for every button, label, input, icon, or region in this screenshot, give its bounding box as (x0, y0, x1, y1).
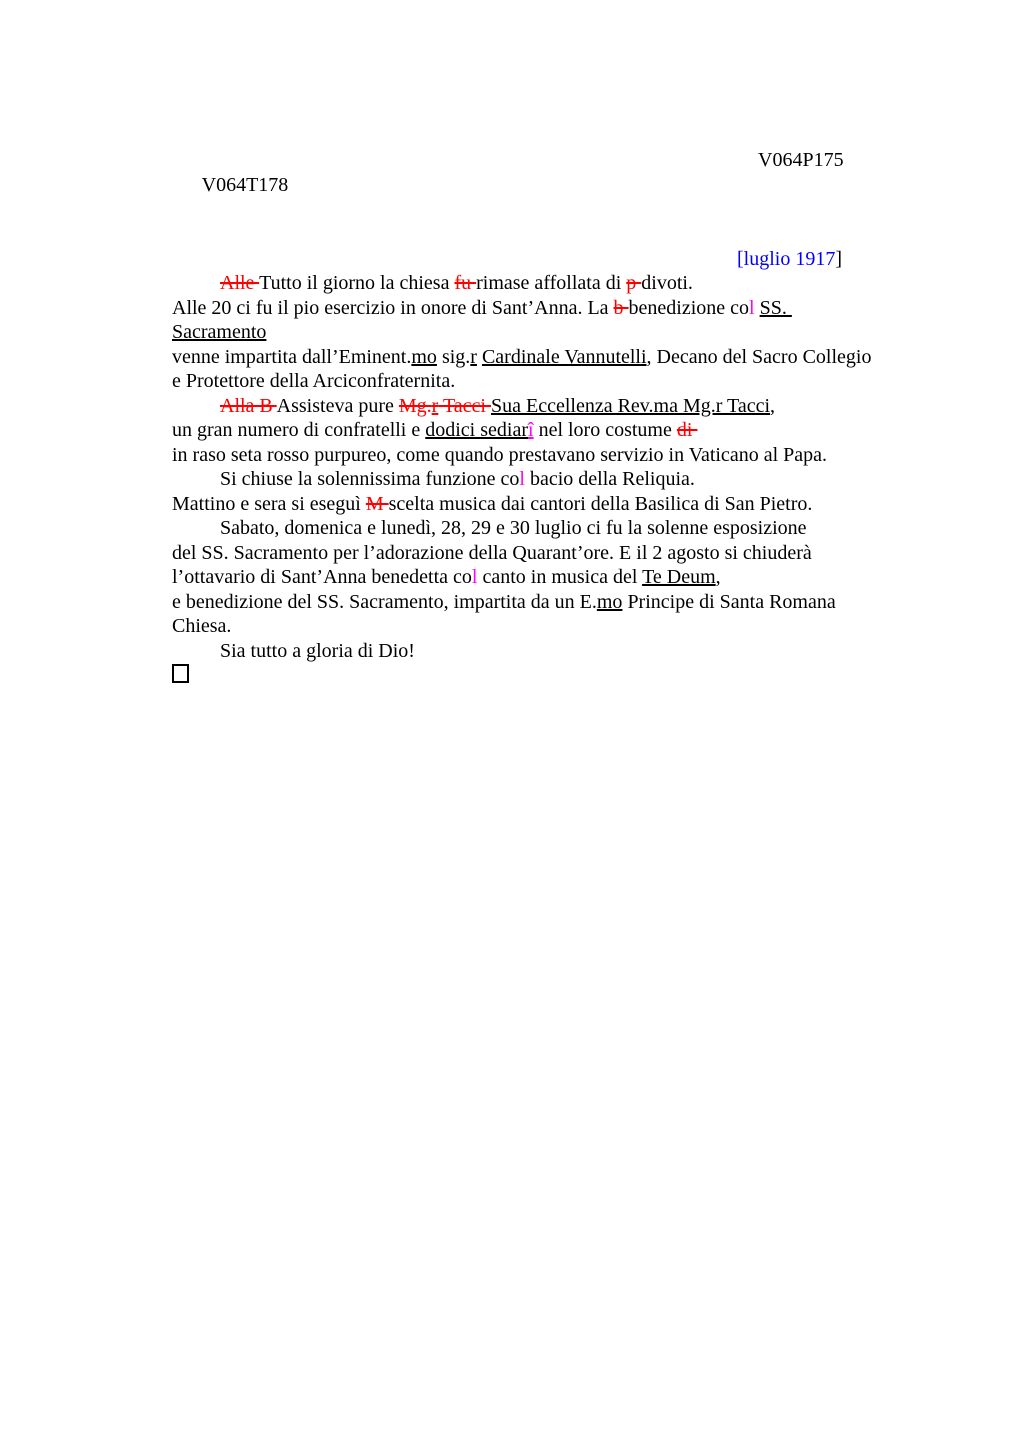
text-line (172, 345, 952, 370)
underlined-text: Sacramento (172, 321, 267, 343)
text-line (172, 541, 952, 566)
inserted-text: l (471, 566, 478, 588)
text-run: e benedizione del SS. Sacramento, impartita da un E. (172, 590, 597, 613)
text-run: venne impartita dall’Eminent. (172, 345, 412, 368)
text-run: benedizione co (628, 296, 750, 319)
text-line (172, 614, 952, 639)
text-run: un gran numero di confratelli e (172, 419, 426, 441)
underlined-text: mo (411, 345, 437, 368)
text-line (172, 590, 952, 615)
underlined-text: Cardinale Vannutelli (481, 345, 647, 368)
underlined-text: Te Deum (642, 566, 716, 588)
text-line (172, 394, 952, 419)
text-line (172, 639, 952, 664)
text-run: , (715, 566, 721, 588)
text-run: Tutto il giorno la chiesa (259, 272, 455, 294)
deleted-text: b (613, 296, 629, 319)
inserted-text: l (519, 468, 525, 490)
text-run: , Decano del Sacro Collegio (646, 345, 872, 368)
page-header (172, 148, 952, 196)
deleted-text: Alle (220, 272, 260, 294)
text-run: Alle 20 ci fu il pio esercizio in onore di Sant’Anna. La (172, 296, 614, 319)
text-line (172, 663, 952, 688)
text-run: sig. (436, 345, 471, 368)
underlined-text: r (470, 345, 477, 368)
empty-box-glyph (172, 664, 189, 683)
deleted-text: Alla B (220, 394, 277, 417)
text-run: divoti. (641, 272, 693, 294)
deleted-text: Tacci (438, 394, 491, 417)
inserted-text: l (749, 296, 755, 319)
text-line (172, 296, 952, 321)
underlined-text: dodici sediar (425, 419, 528, 441)
date-close-bracket: ] (835, 247, 843, 270)
text-line (172, 443, 952, 468)
text-run: in raso seta rosso purpureo, come quando prestavano servizio in Vaticano al Papa. (172, 443, 827, 466)
text-run: Sia tutto a gloria di Dio! (220, 639, 415, 662)
text-line (172, 467, 952, 492)
text-run: del SS. Sacramento per l’adorazione della Quarant’ore. E il 2 agosto si chiuderà (172, 541, 812, 564)
document-body (172, 271, 952, 688)
text-run: Si chiuse la solennissima funzione co (220, 468, 520, 490)
underlined-text: mo (596, 590, 623, 613)
text-run: Mattino e sera si eseguì (172, 492, 366, 515)
inserted-text: î (528, 419, 534, 441)
deleted-text: di (676, 419, 698, 441)
text-run: nel loro costume (533, 419, 677, 441)
text-run: canto in musica del (477, 566, 643, 588)
deleted-text: p (626, 272, 642, 294)
text-run: rimase affollata di (476, 272, 627, 294)
text-line (172, 369, 952, 394)
date-text: [luglio 1917 (737, 247, 836, 270)
text-run: Principe di Santa Romana (622, 590, 836, 613)
text-line (172, 418, 952, 443)
deleted-text: M (365, 492, 389, 515)
header-left-code: V064T178 (201, 173, 289, 196)
text-run: , (770, 394, 776, 417)
deleted-text: Mg. (398, 394, 432, 417)
text-run: l’ottavario di Sant’Anna benedetta co (172, 566, 472, 588)
document-content (172, 148, 952, 688)
text-line (172, 271, 952, 296)
text-run: Sabato, domenica e lunedì, 28, 29 e 30 luglio ci fu la solenne esposizione (220, 517, 807, 539)
underlined-text: Sua Eccellenza Rev.ma Mg.r Tacci (491, 394, 771, 417)
deleted-text: fu (454, 272, 477, 294)
deleted-text: r (431, 394, 439, 417)
text-run: e Protettore della Arciconfraternita. (172, 370, 456, 392)
text-run: bacio della Reliquia. (524, 468, 695, 490)
text-line (172, 492, 952, 517)
text-line (172, 516, 952, 541)
header-right-code: V064P175 (758, 149, 844, 171)
text-run: scelta musica dai cantori della Basilica di San Pietro. (388, 492, 813, 515)
underlined-text: SS. (759, 296, 792, 319)
text-line (172, 565, 952, 590)
text-run: Chiesa. (172, 615, 232, 637)
date-line (172, 222, 952, 270)
text-line (172, 320, 952, 345)
text-run: Assisteva pure (276, 394, 399, 417)
